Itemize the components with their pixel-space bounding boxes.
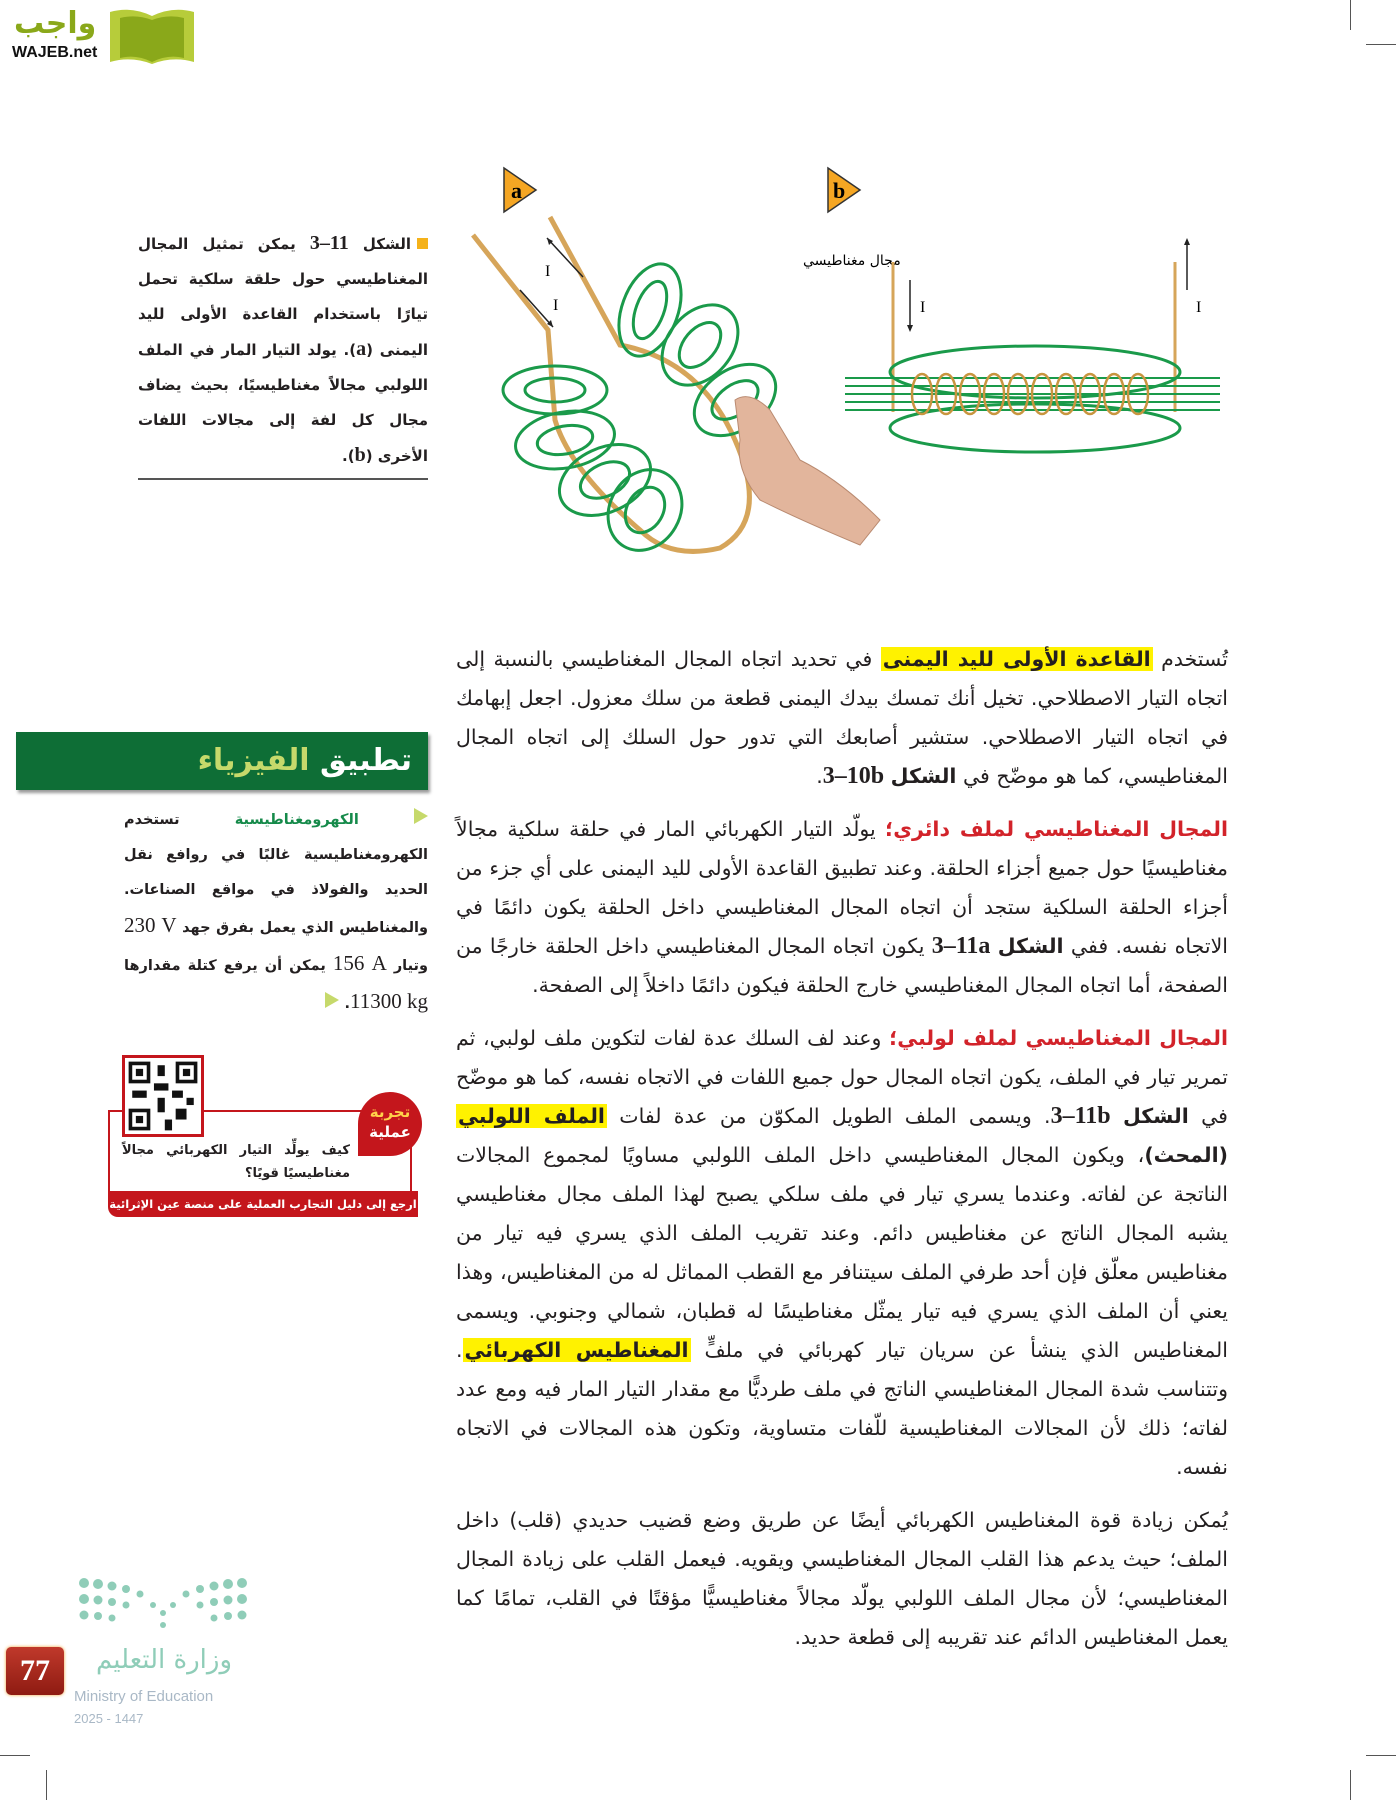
paragraph-iron-core: يُمكن زيادة قوة المغناطيس الكهربائي أيضًا عن طريق وضع قضيب حديدي (قلب) داخل الملف؛ حيث يدعم هذا القلب المجال المغناطيسي ويقويه. فيعمل القلب على زيادة المجال المغناطيسي؛ لأن مجال الملف اللولبي يولّد مجالاً مغناطيسيًّا مؤقتًا في القلب، تمامًا كما يعمل المغناطيس الدائم عند تقريبه إلى قطعة حديد. xyxy=(456,1508,1228,1649)
paragraph-circular-loop xyxy=(456,810,1228,1005)
figure-ref-word: الشكل xyxy=(890,764,957,788)
caption-figure-number: 3–11 xyxy=(309,232,349,254)
highlight-term: القاعدة الأولى لليد اليمنى xyxy=(882,647,1151,671)
app-current: 156 A xyxy=(332,951,387,975)
caption-text: ). xyxy=(342,447,355,465)
ministry-arabic: وزارة التعليم xyxy=(95,1645,233,1675)
caption-b: b xyxy=(354,444,366,466)
crop-mark xyxy=(0,1755,30,1756)
ministry-dots-icon xyxy=(78,1575,248,1635)
text: يولّد التيار الكهربائي المار في حلقة سلكية مجالاً مغناطيسيًا حول جميع أجزاء الحلقة. وعند تطبيق القاعدة الأولى لليد اليمنى على أي جزء من أجزاء الحلقة السلكية ستجد أن اتجاه المجال المغناطيسي داخل الحلقة يكون دائمًا في الاتجاه نفسه. ففي xyxy=(456,817,1228,958)
caption-ref-word: الشكل xyxy=(362,235,411,253)
caption-text: يمكن تمثيل المجال المغناطيسي حول حلقة سلكية تحمل تيارًا باستخدام القاعدة الأولى لليد اليمنى ( xyxy=(138,235,428,359)
experiment-footer[interactable]: ارجع إلى دليل التجارب العملية على منصة عين الإثرائية xyxy=(108,1191,418,1217)
figure-caption xyxy=(138,226,428,480)
text: وعند لف السلك عدة لفات لتكوين ملف لولبي، ثم تمرير تيار في الملف، يكون اتجاه المجال حول جميع اللفات في الاتجاه نفسه، كما هو موضّح في xyxy=(456,1026,1228,1128)
wajeb-logo[interactable] xyxy=(10,4,195,66)
figure-3-11 xyxy=(440,150,1230,560)
triangle-bullet-icon xyxy=(414,808,428,824)
triangle-end-icon xyxy=(325,992,339,1008)
app-voltage: 230 V xyxy=(124,913,177,937)
physics-application-banner xyxy=(16,732,428,790)
hand-illustration xyxy=(735,397,880,545)
text: في تحديد اتجاه المجال المغناطيسي بالنسبة إلى اتجاه التيار الاصطلاحي. تخيل أنك تمسك بيدك اليمنى قطعة من سلك معزول. اجعل إبهامك في اتجاه التيار الاصطلاحي. ستشير أصابعك التي تدور حول السلك إلى اتجاه المجال المغناطيسي، كما هو موضّح في xyxy=(456,647,1228,788)
highlight-term: الملف اللولبي xyxy=(458,1104,605,1128)
figure-ref-number: 3–11b xyxy=(1050,1103,1111,1129)
book-icon xyxy=(106,6,198,66)
figure-label-a-badge xyxy=(504,168,536,212)
logo-arabic: واجب xyxy=(14,6,97,41)
figure-ref-number: 3–11a xyxy=(931,933,991,959)
text: يكون اتجاه المجال المغناطيسي داخل الحلقة خارجًا من الصفحة، أما اتجاه المجال المغناطيسي خارج الحلقة فيكون دائمًا داخلاً إلى الصفحة. xyxy=(456,934,1228,997)
figure-label-b: b xyxy=(833,178,846,203)
app-text: . xyxy=(344,996,351,1012)
current-label: I xyxy=(920,299,926,316)
experiment-question: كيف يولِّد التيار الكهربائي مجالاً مغناطيسيًا قويًا؟ xyxy=(122,1143,350,1181)
physics-application-text xyxy=(124,803,428,1022)
current-label: I xyxy=(553,297,559,314)
crop-mark xyxy=(1366,44,1396,45)
paragraph-solenoid xyxy=(456,1019,1228,1487)
caption-text: ). يولد التيار المار في الملف اللولبي مجالاً مغناطيسيًا، بحيث يضاف مجال كل لفة إلى مجالات اللفات الأخرى ( xyxy=(138,341,428,465)
bold-term: (المحث) xyxy=(1144,1143,1228,1167)
paragraph-right-hand-rule xyxy=(456,640,1228,796)
solenoid xyxy=(845,238,1220,452)
text: . xyxy=(816,764,823,788)
ministry-logo xyxy=(6,1575,266,1745)
highlight-term: المغناطيس الكهربائي xyxy=(464,1338,689,1362)
figure-ref-number: 3–10b xyxy=(822,763,885,789)
badge-line: تجربة xyxy=(369,1103,411,1121)
crop-mark xyxy=(1366,1755,1396,1756)
qr-code[interactable] xyxy=(122,1055,204,1137)
page-number: 77 xyxy=(6,1647,64,1695)
text: . ويسمى الملف الطويل المكوّن من عدة لفات xyxy=(606,1104,1051,1128)
ministry-english: Ministry of Education xyxy=(74,1688,214,1705)
caption-bullet-icon xyxy=(417,238,428,249)
qr-code-icon xyxy=(125,1058,201,1134)
text: . وتتناسب شدة المجال المغناطيسي الناتج في ملف طرديًّا مع مقدار التيار المار فيه ومع عدد لفاته؛ ذلك لأن المجالات المغناطيسية للّفات متساوية، وتكون هذه المجالات في الاتجاه نفسه. xyxy=(456,1338,1228,1479)
text: تُستخدم xyxy=(1152,647,1228,671)
app-term: الكهرومغناطيسية xyxy=(234,812,359,828)
lab-experiment-box[interactable] xyxy=(108,1055,420,1223)
logo-latin: WAJEB.net xyxy=(12,44,98,61)
app-text: وتيار xyxy=(386,958,428,974)
current-label: I xyxy=(1196,299,1202,316)
figure-label-b-badge xyxy=(828,168,860,212)
badge-line: عملية xyxy=(369,1123,411,1141)
caption-a: a xyxy=(356,338,367,360)
experiment-badge xyxy=(358,1092,422,1156)
banner-title-accent: الفيزياء xyxy=(197,743,310,778)
text: ، ويكون المجال المغناطيسي داخل الملف اللولبي مساويًا لمجموع المجالات الناتجة عن لفاته. وعندما يسري تيار في ملف سلكي يصبح لهذا الملف مجال مغناطيسي يشبه المجال الناتج عن مغناطيس دائم. وعند تقريب الملف الذي يسري فيه تيار من مغناطيس معلّق فإن أحد طرفي الملف سيتنافر مع القطب المماثل له من المغناطيس، وهذا يعني أن الملف الذي يسري فيه تيار يمثّل مغناطيسًا له قطبان، شمالي وجنوبي. ويسمى المغناطيس الذي ينشأ عن سريان تيار كهربائي في ملفٍّ xyxy=(456,1143,1228,1362)
main-text xyxy=(456,640,1228,1671)
app-mass: 11300 kg xyxy=(350,989,428,1013)
section-heading: المجال المغناطيسي لملف لولبي؛ xyxy=(889,1026,1228,1050)
section-heading: المجال المغناطيسي لملف دائري؛ xyxy=(885,817,1229,841)
crop-mark xyxy=(46,1770,47,1800)
app-text: يمكن أن يرفع كتلة مقدارها xyxy=(124,958,333,974)
banner-title: تطبيق xyxy=(319,743,412,778)
figure-label-a: a xyxy=(511,178,522,203)
figure-ref-word: الشكل xyxy=(1122,1104,1189,1128)
app-text: تستخدم الكهرومغناطيسية غالبًا في روافع نقل الحديد والفولاذ في مواقع الصناعات. والمغناطيس الذي يعمل بفرق جهد xyxy=(124,812,428,936)
current-label: I xyxy=(545,263,551,280)
figure-ref-word: الشكل xyxy=(997,934,1064,958)
crop-mark xyxy=(1350,1770,1351,1800)
year: 2025 - 1447 xyxy=(74,1711,144,1726)
crop-mark xyxy=(1350,0,1351,30)
field-label: مجال مغناطيسي xyxy=(803,253,901,269)
